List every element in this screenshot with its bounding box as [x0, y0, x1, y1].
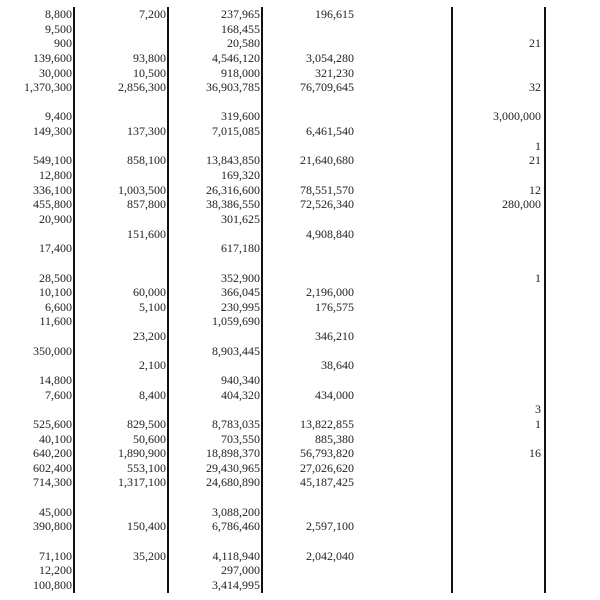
table-cell-col1: 549,100 [33, 153, 72, 168]
table-cell-col1: 14,800 [39, 373, 72, 387]
table-cell-col3: 703,550 [221, 431, 260, 446]
table-cell-col2: 50,600 [133, 431, 166, 446]
table-cell-col3: 20,580 [227, 36, 260, 51]
table-row [0, 578, 600, 593]
table-cell-col3: 918,000 [221, 65, 260, 80]
table-cell-col4: 196,615 [315, 7, 354, 21]
table-cell-col1: 714,300 [33, 475, 72, 490]
table-cell-col2: 553,100 [127, 460, 166, 475]
table-cell-col2: 93,800 [133, 50, 166, 65]
table-cell-col1: 17,400 [39, 241, 72, 256]
table-cell-col1: 45,000 [39, 504, 72, 519]
table-row [0, 314, 600, 329]
table-cell-col3: 940,340 [221, 373, 260, 387]
table-cell-col2: 151,600 [127, 226, 166, 241]
table-cell-col2: 5,100 [139, 299, 166, 314]
table-cell-col1: 40,100 [39, 431, 72, 446]
table-row [0, 80, 600, 95]
table-cell-col3: 29,430,965 [206, 460, 260, 475]
table-cell-col4: 27,026,620 [300, 460, 354, 475]
table-cell-col3: 617,180 [221, 241, 260, 256]
table-row [0, 475, 600, 490]
table-row [0, 241, 600, 256]
table-cell-col3: 8,783,035 [212, 416, 260, 431]
table-cell-col2: 1,003,500 [118, 182, 166, 197]
table-cell-col3: 7,015,085 [212, 124, 260, 139]
table-cell-col3: 297,000 [221, 563, 260, 578]
table-cell-col3: 352,900 [221, 270, 260, 285]
table-row [0, 227, 600, 242]
table-row [0, 124, 600, 139]
table-row [0, 505, 600, 520]
table-cell-col4: 56,793,820 [300, 446, 354, 461]
table-cell-col1: 149,300 [33, 124, 72, 139]
table-cell-col3: 301,625 [221, 211, 260, 226]
table-row [0, 344, 600, 359]
table-cell-col2: 857,800 [127, 197, 166, 212]
table-cell-col1: 11,600 [39, 314, 72, 329]
table-cell-col4: 346,210 [315, 329, 354, 344]
table-cell-col1: 640,200 [33, 446, 72, 461]
table-cell-col3: 230,995 [221, 299, 260, 314]
table-row [0, 402, 600, 417]
table-cell-col2: 829,500 [127, 416, 166, 431]
table-cell-col2: 23,200 [133, 329, 166, 344]
table-row [0, 36, 600, 51]
table-cell-col4: 434,000 [315, 387, 354, 402]
table-row [0, 66, 600, 81]
table-row [0, 534, 600, 549]
table-cell-col3: 3,088,200 [212, 504, 260, 519]
table-cell-col1: 71,100 [39, 548, 72, 563]
table-row [0, 271, 600, 286]
table-cell-col4: 2,597,100 [306, 519, 354, 534]
table-cell-col1: 900 [54, 36, 72, 51]
table-cell-col3: 8,903,445 [212, 343, 260, 358]
table-row [0, 139, 600, 154]
table-row [0, 95, 600, 110]
table-row [0, 183, 600, 198]
table-row [0, 446, 600, 461]
table-cell-col4: 176,575 [315, 299, 354, 314]
table-row [0, 300, 600, 315]
table-cell-col2: 150,400 [127, 519, 166, 534]
table-cell-col4: 76,709,645 [300, 80, 354, 95]
table-row [0, 549, 600, 564]
table-cell-col3: 3,414,995 [212, 577, 260, 592]
table-row [0, 358, 600, 373]
table-cell-col2: 137,300 [127, 124, 166, 139]
table-cell-col3: 24,680,890 [206, 475, 260, 490]
table-cell-col1: 9,400 [45, 109, 72, 124]
table-cell-col1: 28,500 [39, 270, 72, 285]
table-cell-col5: 3 [535, 402, 541, 417]
table-row [0, 197, 600, 212]
table-cell-col3: 404,320 [221, 387, 260, 402]
table-row [0, 461, 600, 476]
table-cell-col5: 1 [535, 416, 541, 431]
table-cell-col1: 139,600 [33, 50, 72, 65]
table-cell-col3: 6,786,460 [212, 519, 260, 534]
table-cell-col2: 35,200 [133, 548, 166, 563]
table-row [0, 109, 600, 124]
table-cell-col5: 21 [529, 153, 541, 168]
table-cell-col4: 4,908,840 [306, 226, 354, 241]
table-cell-col5: 1 [535, 270, 541, 285]
table-cell-col4: 72,526,340 [300, 197, 354, 212]
table-cell-col2: 2,856,300 [118, 80, 166, 95]
table-row [0, 212, 600, 227]
table-cell-col2: 60,000 [133, 285, 166, 300]
table-cell-col4: 38,640 [321, 358, 354, 373]
table-cell-col2: 8,400 [139, 387, 166, 402]
table-cell-col3: 168,455 [221, 21, 260, 36]
table-cell-col4: 78,551,570 [300, 182, 354, 197]
table-cell-col5: 3,000,000 [493, 109, 541, 124]
table-row [0, 329, 600, 344]
table-cell-col1: 20,900 [39, 211, 72, 226]
table-cell-col1: 6,600 [45, 299, 72, 314]
table-cell-col2: 1,317,100 [118, 475, 166, 490]
table-cell-col3: 36,903,785 [206, 80, 260, 95]
table-cell-col3: 237,965 [221, 7, 260, 21]
table-cell-col1: 336,100 [33, 182, 72, 197]
table-cell-col2: 10,500 [133, 65, 166, 80]
table-cell-col1: 525,600 [33, 416, 72, 431]
table-row [0, 153, 600, 168]
table-cell-col3: 366,045 [221, 285, 260, 300]
table-cell-col2: 858,100 [127, 153, 166, 168]
table-cell-col1: 12,200 [39, 563, 72, 578]
table-cell-col1: 1,370,300 [24, 80, 72, 95]
table-cell-col2: 1,890,900 [118, 446, 166, 461]
table-cell-col3: 4,118,940 [212, 548, 260, 563]
table-row [0, 285, 600, 300]
table-cell-col4: 45,187,425 [300, 475, 354, 490]
table-cell-col4: 885,380 [315, 431, 354, 446]
table-cell-col3: 1,059,690 [212, 314, 260, 329]
table-row [0, 563, 600, 578]
table-row [0, 417, 600, 432]
table-cell-col3: 4,546,120 [212, 50, 260, 65]
table-cell-col3: 169,320 [221, 168, 260, 183]
table-row [0, 490, 600, 505]
table-row [0, 373, 600, 388]
table-cell-col1: 9,500 [45, 21, 72, 36]
table-cell-col1: 390,800 [33, 519, 72, 534]
table-cell-col5: 12 [529, 182, 541, 197]
table-cell-col1: 602,400 [33, 460, 72, 475]
table-cell-col5: 32 [529, 80, 541, 95]
table-row [0, 388, 600, 403]
table-cell-col1: 455,800 [33, 197, 72, 212]
table-row [0, 432, 600, 447]
table-row [0, 7, 600, 22]
table-cell-col3: 26,316,600 [206, 182, 260, 197]
table-cell-col5: 21 [529, 36, 541, 51]
table-cell-col4: 2,042,040 [306, 548, 354, 563]
table-cell-col3: 38,386,550 [206, 197, 260, 212]
table-cell-col1: 7,600 [45, 387, 72, 402]
table-cell-col1: 30,000 [39, 65, 72, 80]
table-cell-col3: 13,843,850 [206, 153, 260, 168]
table-row [0, 51, 600, 66]
table-row [0, 22, 600, 37]
table-row [0, 168, 600, 183]
table-cell-col1: 10,100 [39, 285, 72, 300]
table-cell-col5: 280,000 [502, 197, 541, 212]
table-cell-col4: 13,822,855 [300, 416, 354, 431]
table-cell-col4: 21,640,680 [300, 153, 354, 168]
table-row [0, 519, 600, 534]
table-cell-col5: 1 [535, 138, 541, 153]
table-cell-col4: 3,054,280 [306, 50, 354, 65]
table-cell-col3: 319,600 [221, 109, 260, 124]
table-cell-col1: 100,800 [33, 577, 72, 592]
table-cell-col1: 350,000 [33, 343, 72, 358]
table-row [0, 256, 600, 271]
table-cell-col4: 321,230 [315, 65, 354, 80]
table-cell-col4: 2,196,000 [306, 285, 354, 300]
table-cell-col1: 12,800 [39, 168, 72, 183]
table-cell-col2: 7,200 [139, 7, 166, 21]
table-cell-col3: 18,898,370 [206, 446, 260, 461]
table-cell-col1: 8,800 [45, 7, 72, 21]
table-cell-col5: 16 [529, 446, 541, 461]
table-cell-col4: 6,461,540 [306, 124, 354, 139]
table-cell-col2: 2,100 [139, 358, 166, 373]
